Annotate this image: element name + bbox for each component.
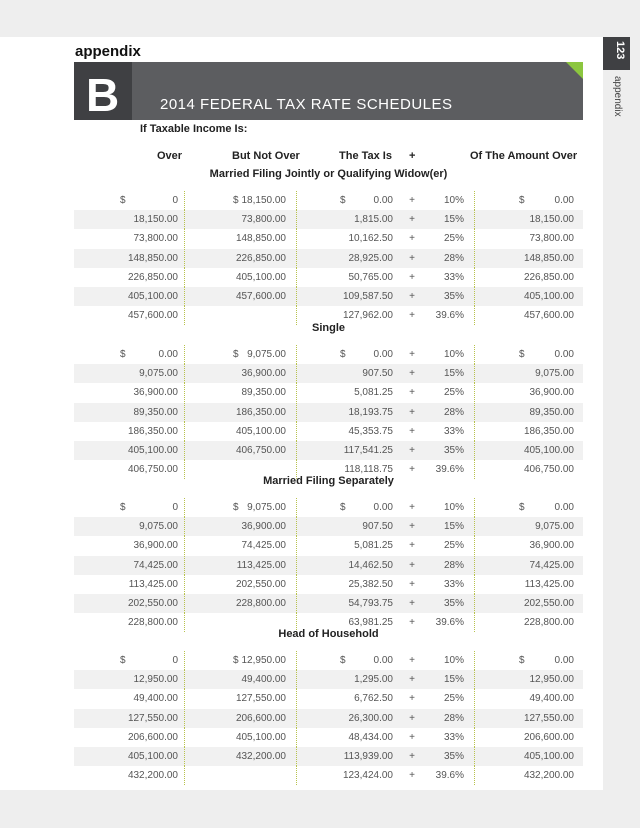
column-divider [296, 766, 297, 785]
column-divider [474, 651, 475, 670]
cell-over: 36,900.00 [133, 387, 178, 399]
cell-amt-cur: $ [519, 502, 525, 513]
cell-plus: + [409, 578, 415, 590]
cell-rate: 15% [443, 521, 464, 533]
cell-over: 127,550.00 [127, 712, 178, 724]
cell-tax: 50,765.00 [348, 271, 393, 283]
cell-plus: + [409, 271, 415, 283]
cell-plus: + [409, 674, 415, 686]
cell-rate: 35% [443, 751, 464, 762]
table-row [74, 345, 583, 364]
cell-rate: 35% [443, 598, 464, 609]
column-divider [474, 766, 475, 785]
cell-not-over: 406,750.00 [235, 445, 286, 456]
cell-nov-cur: $ [233, 655, 239, 666]
cell-tax: 0.00 [373, 349, 393, 360]
table-row [74, 210, 583, 229]
cell-rate: 33% [443, 731, 464, 743]
cell-tax: 0.00 [373, 502, 393, 513]
cell-rate: 33% [443, 578, 464, 590]
column-divider [474, 441, 475, 460]
column-divider [474, 229, 475, 248]
cell-tax: 18,193.75 [348, 406, 393, 418]
column-header-plus: + [409, 150, 416, 162]
cell-rate: 25% [443, 233, 464, 245]
column-divider [296, 556, 297, 575]
cell-tax-cur: $ [340, 195, 346, 206]
column-divider [296, 747, 297, 766]
cell-plus: + [409, 349, 415, 360]
cell-over-cur: $ [120, 349, 126, 360]
column-divider [184, 210, 185, 229]
section-title: Single [311, 322, 345, 334]
cell-not-over: 113,425.00 [236, 559, 286, 571]
cell-amount-over: 73,800.00 [529, 233, 574, 245]
cell-tax: 109,587.50 [342, 291, 393, 302]
cell-not-over: 74,425.00 [241, 540, 286, 552]
cell-not-over: 226,850.00 [235, 252, 286, 264]
column-divider [474, 728, 475, 747]
column-header-tax: The Tax Is [339, 150, 392, 162]
column-divider [296, 651, 297, 670]
cell-over: 186,350.00 [127, 425, 178, 437]
column-header-not-over: But Not Over [232, 150, 300, 162]
cell-tax: 63,981.25 [348, 617, 393, 629]
cell-amount-over: 228,800.00 [523, 617, 574, 629]
cell-not-over: 89,350.00 [241, 387, 286, 399]
cell-rate: 25% [443, 387, 464, 399]
column-divider [184, 229, 185, 248]
cell-rate: 25% [443, 540, 464, 552]
cell-amount-over: 405,100.00 [523, 291, 574, 302]
cell-rate: 33% [443, 271, 464, 283]
column-divider [474, 249, 475, 268]
cell-tax: 26,300.00 [348, 712, 393, 724]
cell-tax-cur: $ [340, 502, 346, 513]
cell-not-over: 127,550.00 [235, 693, 286, 705]
cell-over: 18,150.00 [133, 214, 178, 226]
column-divider [184, 747, 185, 766]
cell-plus: + [409, 464, 415, 476]
cell-tax: 117,541.25 [343, 445, 393, 456]
column-divider [296, 575, 297, 594]
cell-over: 73,800.00 [133, 233, 178, 245]
cell-not-over: 36,900.00 [241, 521, 286, 533]
cell-tax: 1,815.00 [354, 214, 393, 226]
table-row [74, 689, 583, 708]
cell-tax: 28,925.00 [348, 252, 393, 264]
cell-tax: 25,382.50 [348, 578, 393, 590]
cell-amount-over: 9,075.00 [535, 521, 574, 533]
column-divider [474, 575, 475, 594]
column-divider [474, 383, 475, 402]
column-divider [184, 364, 185, 383]
column-divider [184, 191, 185, 210]
page-title: 2014 FEDERAL TAX RATE SCHEDULES [160, 96, 453, 113]
cell-not-over: 73,800.00 [241, 214, 286, 226]
cell-not-over [234, 766, 286, 785]
cell-over: 9,075.00 [139, 521, 178, 533]
cell-over: 0 [172, 195, 178, 206]
cell-amount-over: 206,600.00 [523, 731, 574, 743]
cell-amount-over: 0.00 [554, 195, 574, 206]
table-row [74, 249, 583, 268]
cell-over: 9,075.00 [139, 368, 178, 380]
cell-over: 49,400.00 [133, 693, 178, 705]
table-row [74, 422, 583, 441]
cell-amount-over: 36,900.00 [529, 540, 574, 552]
cell-tax: 0.00 [373, 195, 393, 206]
cell-rate: 28% [443, 252, 464, 264]
cell-not-over: 148,850.00 [235, 233, 286, 245]
cell-plus: + [409, 502, 415, 513]
table-row [74, 594, 583, 613]
cell-rate: 35% [443, 291, 464, 302]
column-divider [184, 345, 185, 364]
cell-amount-over: 405,100.00 [523, 445, 574, 456]
cell-amount-over: 74,425.00 [529, 559, 574, 571]
column-divider [474, 210, 475, 229]
section-title: Married Filing Jointly or Qualifying Widow(er) [209, 168, 448, 180]
cell-over: 148,850.00 [127, 252, 178, 264]
cell-amount-over: 148,850.00 [523, 252, 574, 264]
column-divider [474, 268, 475, 287]
cell-amount-over: 432,200.00 [523, 770, 574, 782]
cell-rate: 39.6% [435, 770, 464, 782]
column-divider [184, 728, 185, 747]
cell-not-over: 9,075.00 [247, 502, 286, 513]
cell-not-over: 186,350.00 [235, 406, 286, 418]
cell-amount-over: 18,150.00 [529, 214, 574, 226]
table-row [74, 575, 583, 594]
column-divider [296, 364, 297, 383]
column-divider [296, 345, 297, 364]
cell-not-over: 18,150.00 [241, 195, 286, 206]
cell-plus: + [409, 693, 415, 705]
column-divider [296, 728, 297, 747]
column-divider [474, 287, 475, 306]
cell-over: 89,350.00 [133, 406, 178, 418]
column-divider [296, 594, 297, 613]
column-divider [474, 536, 475, 555]
table-row [74, 709, 583, 728]
column-header-of-amount-over: Of The Amount Over [470, 150, 578, 162]
table-row [74, 191, 583, 210]
cell-nov-cur: $ [233, 502, 239, 513]
cell-tax: 907.50 [362, 368, 393, 380]
cell-not-over: 9,075.00 [247, 349, 286, 360]
cell-plus: + [409, 712, 415, 724]
appendix-label: appendix [75, 43, 141, 60]
column-divider [474, 345, 475, 364]
column-divider [184, 268, 185, 287]
table-row [74, 287, 583, 306]
cell-over: 0 [172, 502, 178, 513]
cell-rate: 15% [443, 368, 464, 380]
column-divider [474, 709, 475, 728]
cell-tax: 5,081.25 [354, 387, 393, 399]
cell-amount-over: 186,350.00 [523, 425, 574, 437]
cell-plus: + [409, 214, 415, 226]
cell-plus: + [409, 387, 415, 399]
cell-over-cur: $ [120, 502, 126, 513]
cell-amount-over: 113,425.00 [524, 578, 574, 590]
column-divider [474, 747, 475, 766]
cell-over: 202,550.00 [127, 598, 178, 609]
cell-rate: 33% [443, 425, 464, 437]
column-divider [474, 498, 475, 517]
appendix-letter: B [86, 69, 120, 121]
table-row [74, 556, 583, 575]
cell-tax: 127,962.00 [342, 310, 393, 322]
column-divider [184, 249, 185, 268]
column-divider [296, 498, 297, 517]
table-row [74, 651, 583, 670]
cell-over: 74,425.00 [133, 559, 178, 571]
column-divider [296, 709, 297, 728]
table-row [74, 268, 583, 287]
cell-plus: + [409, 521, 415, 533]
column-divider [296, 441, 297, 460]
table-row [74, 229, 583, 248]
column-divider [474, 670, 475, 689]
column-divider [296, 287, 297, 306]
cell-not-over: 228,800.00 [235, 598, 286, 609]
cell-amt-cur: $ [519, 195, 525, 206]
cell-tax: 1,295.00 [354, 674, 393, 686]
cell-plus: + [409, 406, 415, 418]
cell-amount-over: 49,400.00 [529, 693, 574, 705]
column-divider [184, 575, 185, 594]
section-title: Head of Household [278, 628, 379, 640]
cell-amount-over: 0.00 [554, 655, 574, 666]
cell-rate: 39.6% [435, 617, 464, 629]
section-title: Married Filing Separately [263, 475, 394, 487]
cell-nov-cur: $ [233, 195, 239, 206]
column-divider [184, 766, 185, 785]
cell-amount-over: 457,600.00 [523, 310, 574, 322]
column-header-over: Over [157, 150, 183, 162]
cell-tax-cur: $ [340, 349, 346, 360]
cell-not-over: 405,100.00 [235, 731, 286, 743]
column-divider [184, 422, 185, 441]
column-divider [474, 364, 475, 383]
cell-rate: 10% [443, 349, 464, 360]
cell-over: 0.00 [158, 349, 178, 360]
column-divider [296, 383, 297, 402]
cell-tax: 5,081.25 [354, 540, 393, 552]
cell-plus: + [409, 252, 415, 264]
cell-not-over: 457,600.00 [235, 291, 286, 302]
cell-tax: 6,762.50 [354, 693, 393, 705]
column-divider [184, 594, 185, 613]
cell-not-over: 202,550.00 [235, 578, 286, 590]
column-divider [184, 383, 185, 402]
cell-not-over: 49,400.00 [241, 674, 286, 686]
column-divider [184, 498, 185, 517]
cell-over: 226,850.00 [127, 271, 178, 283]
column-divider [296, 536, 297, 555]
column-divider [296, 670, 297, 689]
cell-tax: 118,118.75 [344, 464, 393, 476]
cell-rate: 28% [443, 712, 464, 724]
column-divider [296, 517, 297, 536]
cell-amount-over: 89,350.00 [529, 406, 574, 418]
column-divider [296, 229, 297, 248]
table-row [74, 670, 583, 689]
cell-plus: + [409, 310, 415, 322]
column-divider [184, 287, 185, 306]
cell-over: 405,100.00 [127, 445, 178, 456]
column-divider [296, 249, 297, 268]
cell-over: 0 [172, 655, 178, 666]
column-divider [296, 689, 297, 708]
cell-plus: + [409, 540, 415, 552]
cell-over-cur: $ [120, 655, 126, 666]
table-intro: If Taxable Income Is: [140, 123, 248, 135]
cell-not-over: 36,900.00 [241, 368, 286, 380]
cell-rate: 28% [443, 406, 464, 418]
cell-plus: + [409, 233, 415, 245]
cell-tax: 45,353.75 [348, 425, 393, 437]
page-number: 123 [614, 41, 626, 60]
cell-not-over: 405,100.00 [235, 425, 286, 437]
cell-tax-cur: $ [340, 655, 346, 666]
cell-plus: + [409, 598, 415, 609]
cell-over: 206,600.00 [127, 731, 178, 743]
column-divider [474, 556, 475, 575]
column-divider [296, 210, 297, 229]
cell-amount-over: 12,950.00 [529, 674, 574, 686]
table-row [74, 747, 583, 766]
cell-rate: 28% [443, 559, 464, 571]
cell-over: 36,900.00 [133, 540, 178, 552]
table-row [74, 498, 583, 517]
column-divider [184, 536, 185, 555]
column-divider [184, 556, 185, 575]
cell-amt-cur: $ [519, 349, 525, 360]
table-row [74, 536, 583, 555]
cell-plus: + [409, 617, 415, 629]
cell-tax: 14,462.50 [348, 559, 393, 571]
table-row [74, 728, 583, 747]
cell-rate: 10% [443, 502, 464, 513]
cell-over: 406,750.00 [127, 464, 178, 476]
cell-over: 432,200.00 [127, 770, 178, 782]
cell-amount-over: 127,550.00 [523, 712, 574, 724]
cell-plus: + [409, 425, 415, 437]
table-row [74, 383, 583, 402]
cell-amount-over: 36,900.00 [529, 387, 574, 399]
cell-not-over: 12,950.00 [241, 655, 286, 666]
cell-over-cur: $ [120, 195, 126, 206]
cell-over: 405,100.00 [127, 291, 178, 302]
cell-nov-cur: $ [233, 349, 239, 360]
column-divider [184, 670, 185, 689]
table-row [74, 441, 583, 460]
cell-over: 12,950.00 [133, 674, 178, 686]
table-row [74, 766, 583, 785]
cell-amount-over: 9,075.00 [535, 368, 574, 380]
cell-plus: + [409, 195, 415, 206]
column-divider [296, 268, 297, 287]
column-divider [474, 517, 475, 536]
cell-amount-over: 406,750.00 [523, 464, 574, 476]
cell-tax: 907.50 [362, 521, 393, 533]
column-divider [474, 594, 475, 613]
column-divider [296, 422, 297, 441]
cell-tax: 48,434.00 [348, 731, 393, 743]
cell-tax: 123,424.00 [342, 770, 393, 782]
cell-not-over: 405,100.00 [235, 271, 286, 283]
column-divider [184, 709, 185, 728]
cell-amt-cur: $ [519, 655, 525, 666]
cell-plus: + [409, 445, 415, 456]
cell-plus: + [409, 770, 415, 782]
cell-not-over: 432,200.00 [235, 751, 286, 762]
cell-not-over: 206,600.00 [235, 712, 286, 724]
column-divider [296, 191, 297, 210]
cell-amount-over: 226,850.00 [523, 271, 574, 283]
column-divider [184, 651, 185, 670]
column-divider [184, 403, 185, 422]
cell-tax: 113,939.00 [343, 751, 393, 762]
cell-plus: + [409, 751, 415, 762]
cell-over: 113,425.00 [128, 578, 178, 590]
cell-rate: 15% [443, 214, 464, 226]
column-divider [184, 441, 185, 460]
cell-plus: + [409, 559, 415, 571]
column-divider [184, 689, 185, 708]
table-row [74, 364, 583, 383]
column-divider [296, 403, 297, 422]
column-divider [474, 422, 475, 441]
cell-rate: 39.6% [435, 310, 464, 322]
cell-plus: + [409, 655, 415, 666]
cell-amount-over: 405,100.00 [523, 751, 574, 762]
cell-rate: 39.6% [435, 464, 464, 476]
cell-tax: 10,162.50 [348, 233, 393, 245]
cell-rate: 25% [443, 693, 464, 705]
cell-amount-over: 0.00 [554, 349, 574, 360]
cell-amount-over: 0.00 [554, 502, 574, 513]
cell-rate: 10% [443, 195, 464, 206]
column-divider [184, 517, 185, 536]
cell-over: 405,100.00 [127, 751, 178, 762]
cell-tax: 54,793.75 [348, 598, 393, 609]
cell-amount-over: 202,550.00 [523, 598, 574, 609]
cell-tax: 0.00 [373, 655, 393, 666]
table-row [74, 403, 583, 422]
cell-over: 457,600.00 [127, 310, 178, 322]
cell-plus: + [409, 291, 415, 302]
cell-over: 228,800.00 [127, 617, 178, 629]
cell-plus: + [409, 368, 415, 380]
cell-rate: 15% [443, 674, 464, 686]
corner-accent-icon [566, 62, 583, 79]
cell-plus: + [409, 731, 415, 743]
column-divider [474, 191, 475, 210]
cell-rate: 35% [443, 445, 464, 456]
column-divider [474, 403, 475, 422]
side-label: appendix [612, 76, 623, 117]
cell-rate: 10% [443, 655, 464, 666]
column-divider [474, 689, 475, 708]
table-row [74, 517, 583, 536]
